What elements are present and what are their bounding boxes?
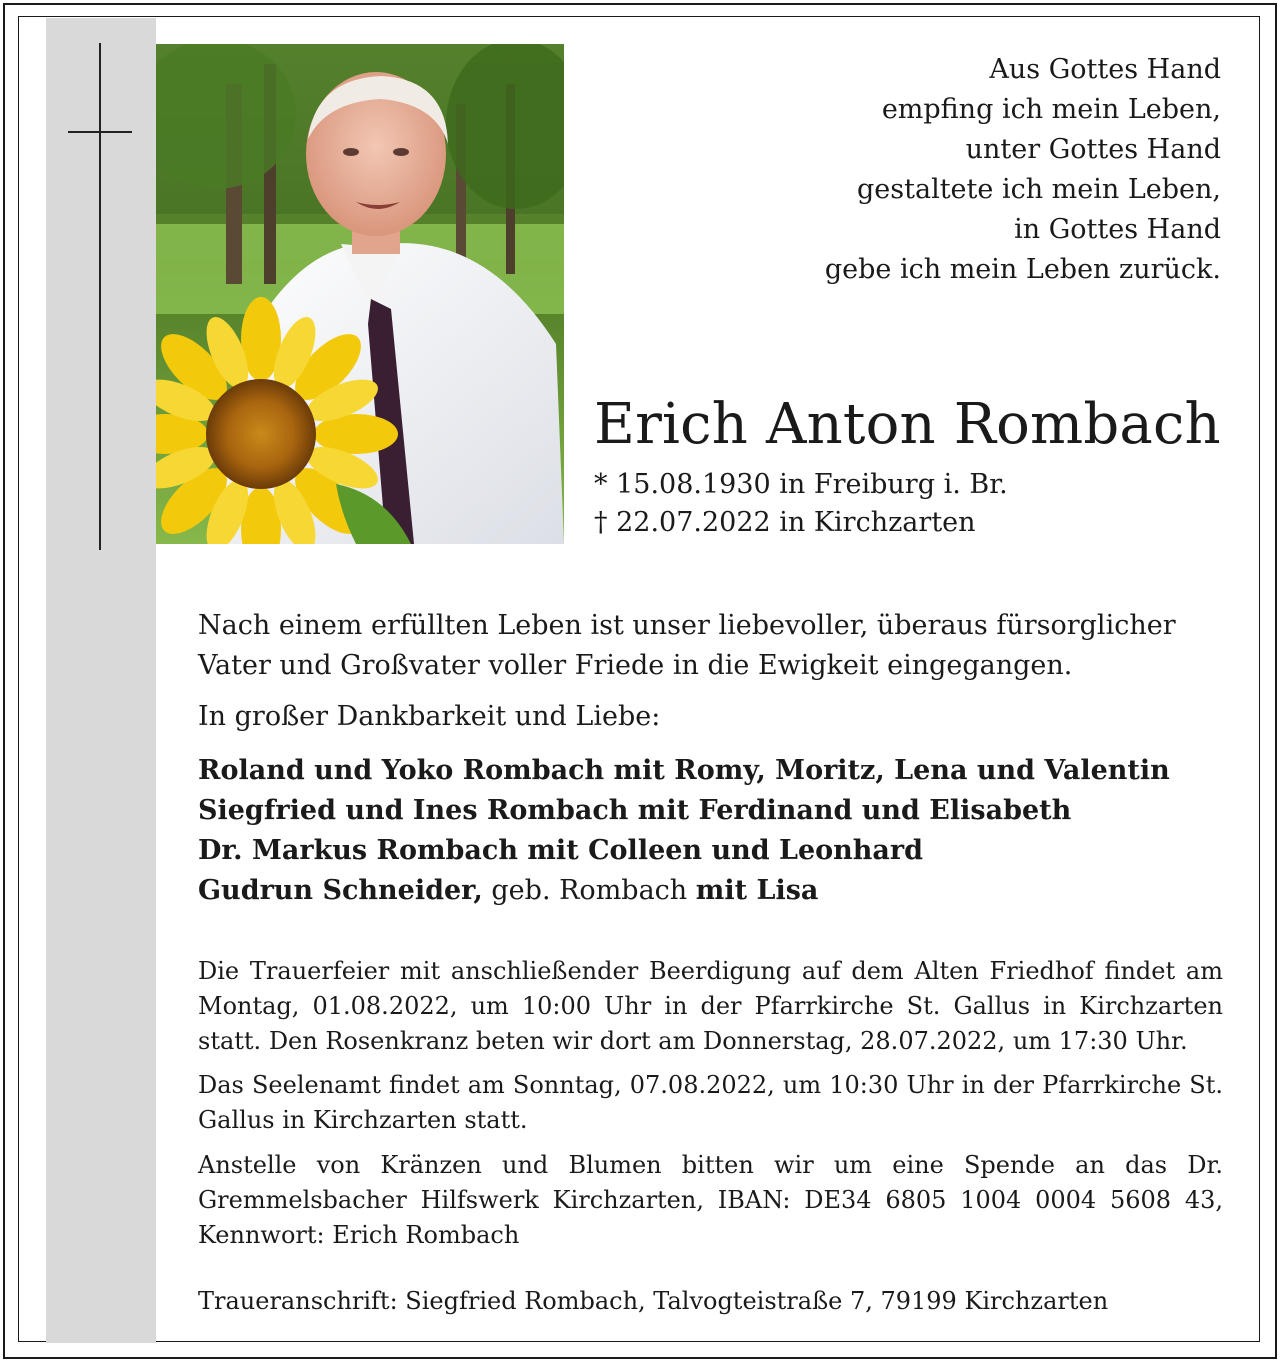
mourning-address: Traueranschrift: Siegfried Rombach, Talvogteistraße 7, 79199 Kirchzarten <box>198 1287 1109 1315</box>
funeral-info: Die Trauerfeier mit anschließender Beerdigung auf dem Alten Friedhof findet am Montag, 01.08.2022, um 10:00 Uhr in der Pfarrkirche St. Gallus in Kirchzarten statt. Den Rosenkranz beten wir dort am Donnerstag, 28.07.2022, um 17:30 Uhr. <box>198 957 1223 1055</box>
poem-line: Aus Gottes Hand <box>989 54 1221 85</box>
mourners-list <box>198 751 1223 911</box>
poem-line: gestaltete ich mein Leben, <box>857 174 1221 205</box>
donation-info: Anstelle von Kränzen und Blumen bitten wir um eine Spende an das Dr. Gremmelsbacher Hilfswerk Kirchzarten, IBAN: DE34 6805 1004 0004 5608 43, Kennwort: Erich Rombach <box>198 1151 1223 1249</box>
side-band <box>46 18 156 1343</box>
mass-info: Das Seelenamt findet am Sonntag, 07.08.2022, um 10:30 Uhr in der Pfarrkirche St. Gallus in Kirchzarten statt. <box>198 1071 1223 1134</box>
poem-line: in Gottes Hand <box>1014 214 1221 245</box>
intro-paragraph <box>198 606 1223 686</box>
poem-line: empfing ich mein Leben, <box>881 94 1221 125</box>
cross-icon <box>99 43 101 550</box>
mourner-with: mit Lisa <box>695 875 819 906</box>
death-date: † 22.07.2022 in Kirchzarten <box>594 507 976 538</box>
mourner-name: Gudrun Schneider, <box>198 875 483 906</box>
birth-date: * 15.08.1930 in Freiburg i. Br. <box>594 469 1008 500</box>
mourner-nee: geb. Rombach <box>482 875 696 906</box>
poem-line: gebe ich mein Leben zurück. <box>824 254 1221 285</box>
poem-line: unter Gottes Hand <box>965 134 1221 165</box>
intro-text: Nach einem erfüllten Leben ist unser liebevoller, überaus fürsorglicher Vater und Großvater voller Friede in die Ewigkeit eingegangen. <box>198 610 1176 681</box>
mourner-line: Roland und Yoko Rombach mit Romy, Moritz, Lena und Valentin <box>198 755 1170 786</box>
thanks-line: In großer Dankbarkeit und Liebe: <box>198 701 661 732</box>
mourner-line <box>198 871 1223 911</box>
portrait-photo <box>156 44 564 544</box>
poem <box>825 50 1221 290</box>
mourner-line: Siegfried und Ines Rombach mit Ferdinand und Elisabeth <box>198 795 1072 826</box>
mourner-line: Dr. Markus Rombach mit Colleen und Leonhard <box>198 835 924 866</box>
life-dates <box>594 466 1008 542</box>
deceased-name: Erich Anton Rombach <box>594 392 1221 457</box>
cross-bar <box>68 131 132 133</box>
